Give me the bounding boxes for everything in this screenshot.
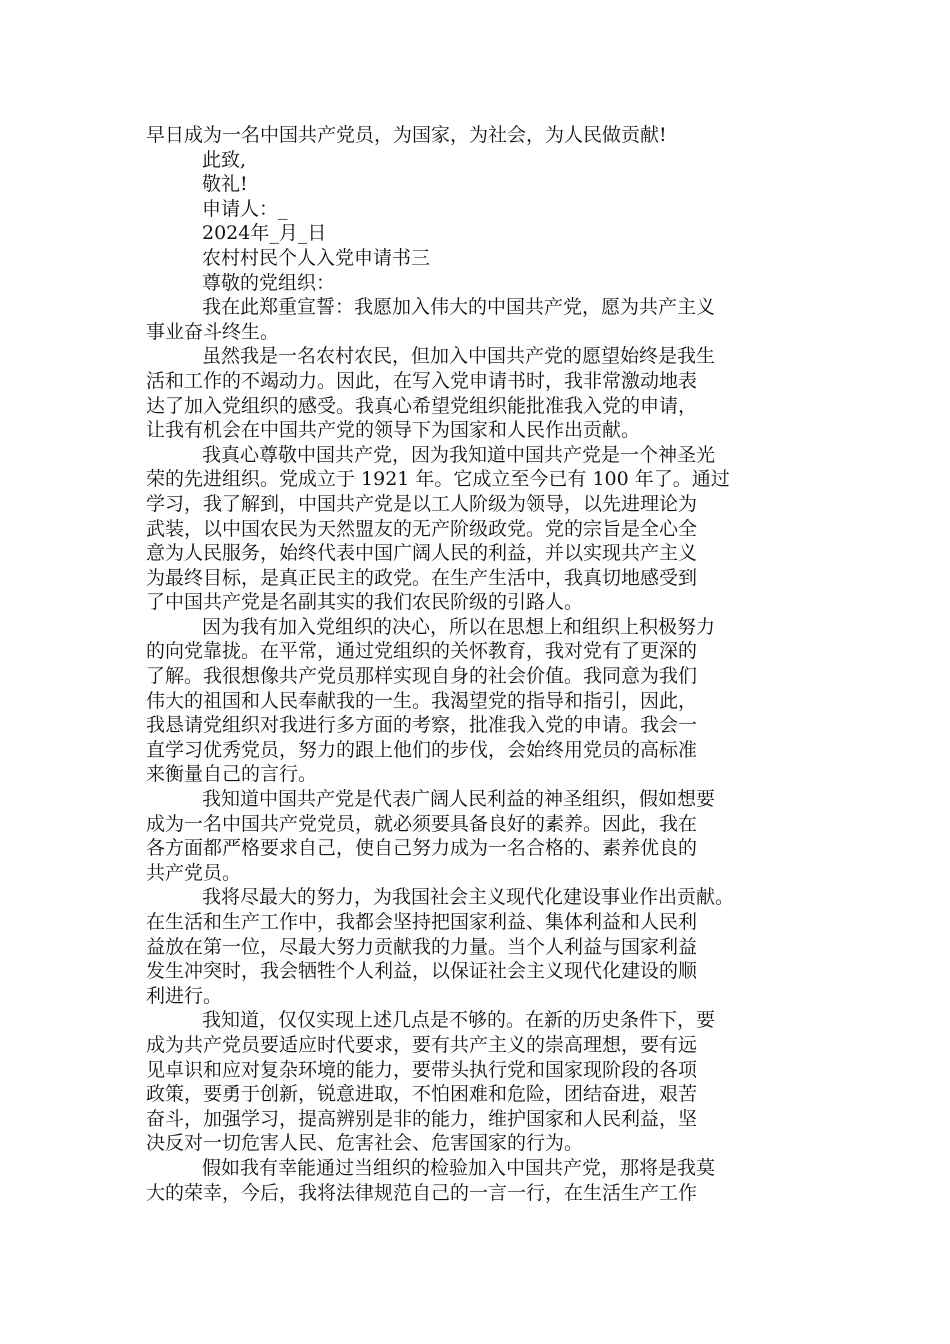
text-line: 我知道，仅仅实现上述几点是不够的。在新的历史条件下，要 xyxy=(202,1009,716,1032)
text-line: 让我有机会在中国共产党的领导下为国家和人民作出贡献。 xyxy=(146,419,641,442)
text-line: 事业奋斗终生。 xyxy=(146,320,280,343)
text-line: 伟大的祖国和人民奉献我的一生。我渴望党的指导和指引，因此， xyxy=(146,689,698,712)
text-line: 发生冲突时，我会牺牲个人利益，以保证社会主义现代化建设的顺 xyxy=(146,960,698,983)
text-line: 我知道中国共产党是代表广阔人民利益的神圣组织，假如想要 xyxy=(202,788,716,811)
text-line: 大的荣幸，今后，我将法律规范自己的一言一行，在生活生产工作 xyxy=(146,1181,698,1204)
text-line: 见卓识和应对复杂环境的能力，要带头执行党和国家现阶段的各项 xyxy=(146,1058,698,1081)
text-line: 利进行。 xyxy=(146,984,223,1007)
text-line: 我真心尊敬中国共产党，因为我知道中国共产党是一个神圣光 xyxy=(202,443,716,466)
text-line: 尊敬的党组织： xyxy=(202,271,336,294)
text-line: 共产党员。 xyxy=(146,861,242,884)
text-line: 成为一名中国共产党党员，就必须要具备良好的素养。因此，我在 xyxy=(146,812,698,835)
text-line: 荣的先进组织。党成立于 1921 年。它成立至今已有 100 年了。通过 xyxy=(146,468,730,491)
text-line: 学习，我了解到，中国共产党是以工人阶级为领导，以先进理论为 xyxy=(146,492,698,515)
text-line: 此致, xyxy=(202,148,247,171)
text-line: 虽然我是一名农村农民，但加入中国共产党的愿望始终是我生 xyxy=(202,345,716,368)
text-line: 早日成为一名中国共产党员，为国家，为社会，为人民做贡献! xyxy=(146,124,667,146)
text-line: 各方面都严格要求自己，使自己努力成为一名合格的、素养优良的 xyxy=(146,837,698,860)
text-line: 因为我有加入党组织的决心，所以在思想上和组织上积极努力 xyxy=(202,615,716,638)
text-line: 了中国共产党是名副其实的我们农民阶级的引路人。 xyxy=(146,591,584,614)
document-body xyxy=(146,123,818,1205)
text-line: 益放在第一位，尽最大努力贡献我的力量。当个人利益与国家利益 xyxy=(146,935,698,958)
text-line: 我恳请党组织对我进行多方面的考察，批准我入党的申请。我会一 xyxy=(146,714,698,737)
text-line: 申请人：_ xyxy=(202,197,288,220)
text-line: 的向党靠拢。在平常，通过党组织的关怀教育，我对党有了更深的 xyxy=(146,640,698,663)
text-line: 农村村民个人入党申请书三 xyxy=(202,246,431,269)
text-line: 意为人民服务，始终代表中国广阔人民的利益，并以实现共产主义 xyxy=(146,542,698,565)
text-line: 为最终目标，是真正民主的政党。在生产生活中，我真切地感受到 xyxy=(146,566,698,589)
text-line: 假如我有幸能通过当组织的检验加入中国共产党，那将是我莫 xyxy=(202,1156,716,1179)
text-line: 敬礼! xyxy=(202,173,248,196)
text-line: 在生活和生产工作中，我都会坚持把国家利益、集体利益和人民利 xyxy=(146,911,698,933)
text-line: 活和工作的不竭动力。因此，在写入党申请书时，我非常激动地表 xyxy=(146,369,698,392)
text-line: 成为共产党员要适应时代要求，要有共产主义的崇高理想，要有远 xyxy=(146,1033,698,1056)
text-line: 政策，要勇于创新，锐意进取，不怕困难和危险，团结奋进，艰苦 xyxy=(146,1083,698,1106)
text-line: 来衡量自己的言行。 xyxy=(146,763,318,786)
text-line: 奋斗，加强学习，提高辨别是非的能力，维护国家和人民利益，坚 xyxy=(146,1107,698,1130)
text-line: 我将尽最大的努力，为我国社会主义现代化建设事业作出贡献。 xyxy=(202,886,735,909)
text-line: 了解。我很想像共产党员那样实现自身的社会价值。我同意为我们 xyxy=(146,665,698,688)
text-line: 武装，以中国农民为天然盟友的无产阶级政党。党的宗旨是全心全 xyxy=(146,517,698,540)
text-line: 达了加入党组织的感受。我真心希望党组织能批准我入党的申请， xyxy=(146,394,698,417)
text-line: 我在此郑重宣誓：我愿加入伟大的中国共产党，愿为共产主义 xyxy=(202,296,716,319)
text-line: 直学习优秀党员，努力的跟上他们的步伐，会始终用党员的高标准 xyxy=(146,738,698,761)
text-line: 2024年_月_日 xyxy=(202,222,327,245)
text-line: 决反对一切危害人民、危害社会、危害国家的行为。 xyxy=(146,1132,584,1155)
